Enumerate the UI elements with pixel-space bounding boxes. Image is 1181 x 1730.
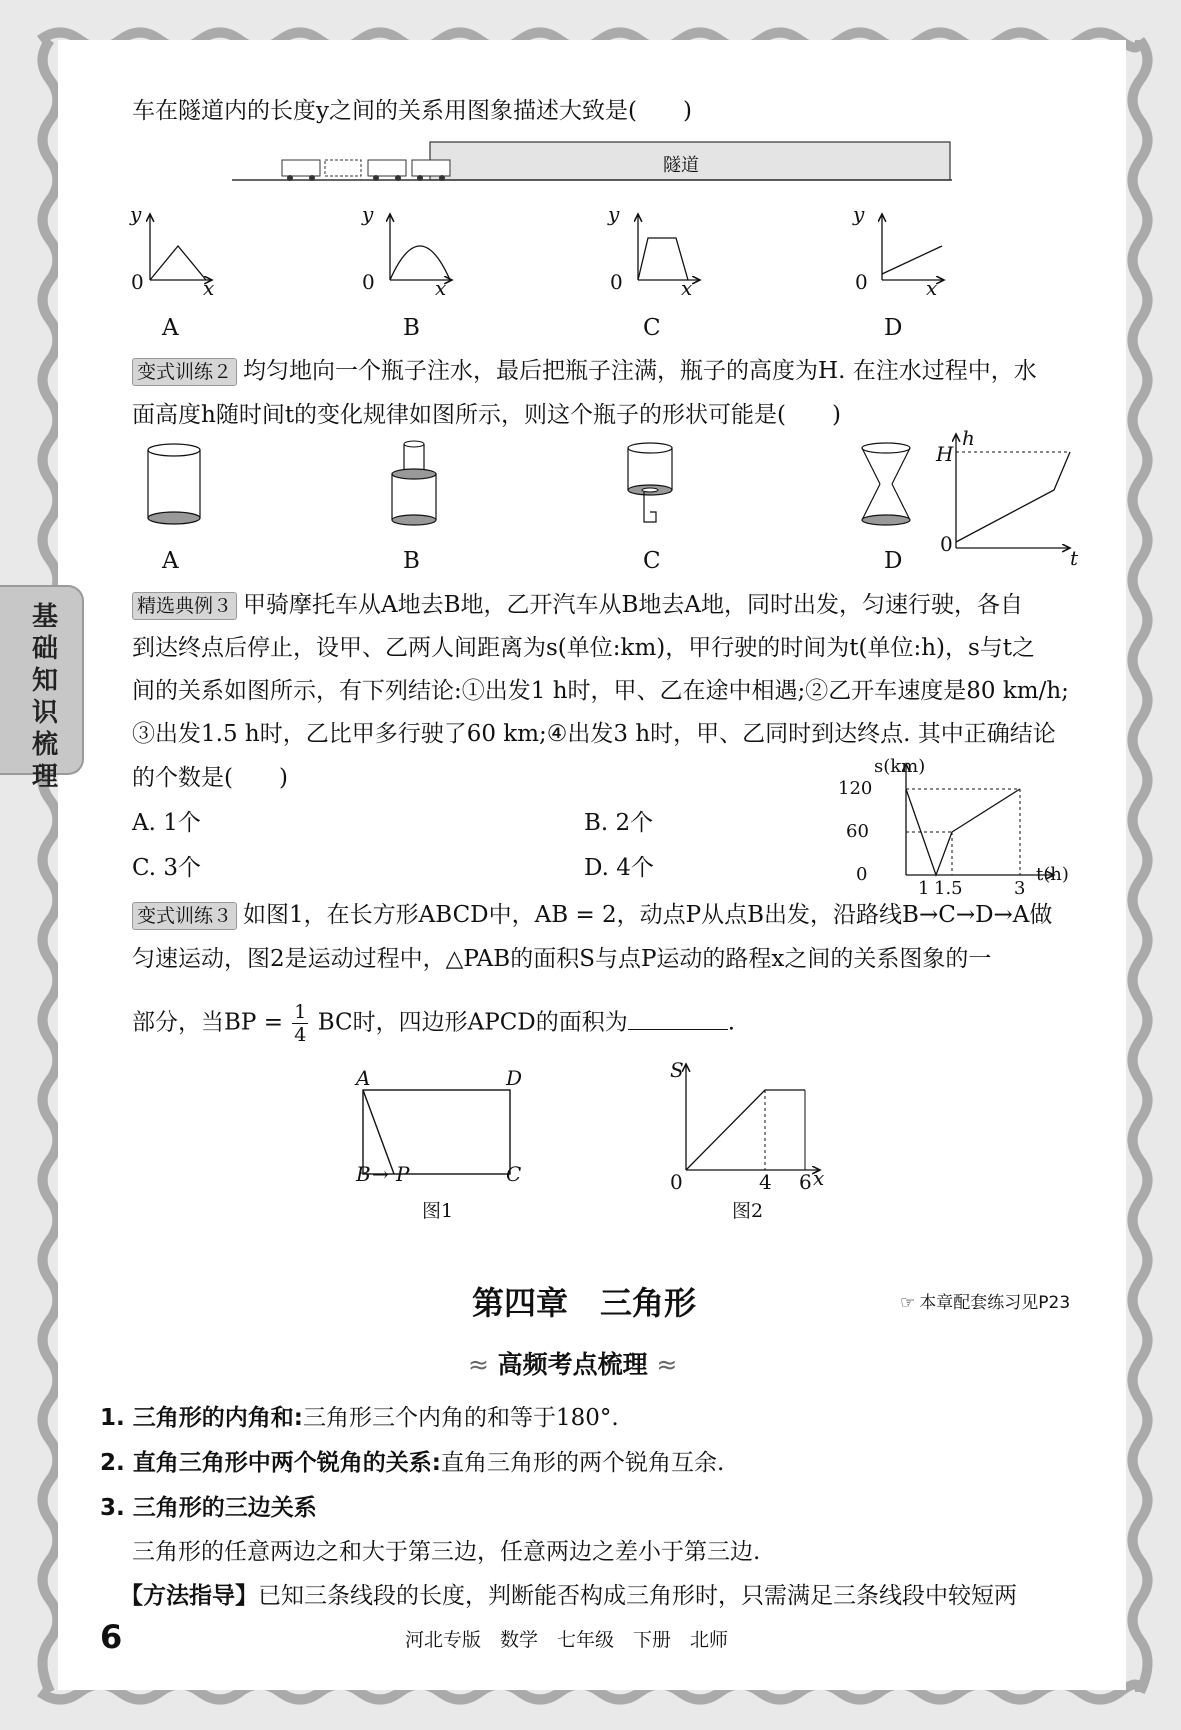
ex3-choice-b[interactable]: B. 2个: [584, 810, 654, 836]
ex4-line1-text: 如图1，在长方形ABCD中，AB = 2，动点P从点B出发，沿路线B→C→D→A做: [243, 902, 1053, 928]
page-number: 6: [100, 1618, 123, 1656]
graph-c: [638, 214, 700, 280]
ex3-choice-c[interactable]: C. 3个: [132, 855, 202, 881]
fig1-arrow: →: [372, 1162, 389, 1186]
ex2-graph-ylabel: h: [962, 426, 975, 450]
q1-option-c[interactable]: C: [643, 315, 661, 341]
fig2-origin: 0: [670, 1170, 683, 1194]
graph-b-ylabel: y: [362, 202, 374, 226]
fig2-xlabel: x: [813, 1166, 825, 1190]
ex2-line1: [132, 356, 1037, 386]
ex4-line3-pre: 部分，当BP =: [132, 1009, 283, 1036]
graph-c-origin: 0: [610, 270, 623, 294]
point-1-head: 1. 三角形的内角和:: [100, 1405, 303, 1431]
ex2-graph-xlabel: t: [1070, 546, 1079, 570]
ex2-option-a[interactable]: A: [162, 548, 179, 574]
ex3-line1-text: 甲骑摩托车从A地去B地，乙开汽车从B地去A地，同时出发，匀速行驶，各自: [243, 592, 1024, 618]
ex3-line5: 的个数是( ): [132, 765, 288, 791]
ex3-graph-ytick-120: 120: [838, 778, 873, 799]
ex2-graph-ymark: H: [936, 442, 954, 466]
ex4-frac-num: 1: [294, 1001, 307, 1023]
q1-option-a[interactable]: A: [162, 315, 179, 341]
wave-icon-left: ≈: [468, 1350, 489, 1379]
fig2-tick-6: 6: [799, 1170, 812, 1194]
point-2-head: 2. 直角三角形中两个锐角的关系:: [100, 1450, 441, 1476]
fig2-ylabel: S: [670, 1058, 684, 1082]
ex2-graph-origin: 0: [940, 532, 953, 556]
footer-text: 河北专版 数学 七年级 下册 北师: [405, 1629, 729, 1651]
ex3-graph-xtick-1-5: 1.5: [934, 878, 963, 899]
fig1-label-b: B: [356, 1162, 371, 1186]
graph-a-xlabel: x: [203, 276, 215, 300]
ex2-option-c[interactable]: C: [643, 548, 661, 574]
ex2-line1-text: 均匀地向一个瓶子注水，最后把瓶子注满，瓶子的高度为H. 在注水过程中，水: [243, 358, 1037, 384]
graph-b-origin: 0: [362, 270, 375, 294]
ex3-graph-xtick-1: 1: [918, 878, 930, 899]
section-title: 高频考点梳理: [497, 1350, 648, 1379]
chapter-ref[interactable]: [900, 1288, 1070, 1313]
graph-d: [882, 214, 944, 280]
bottle-a: [148, 444, 200, 524]
point-1-body: 三角形三个内角的和等于180°.: [302, 1405, 619, 1431]
ex3-choice-a[interactable]: A. 1个: [132, 810, 201, 836]
graph-a-origin: 0: [131, 270, 144, 294]
ex3-line2: 到达终点后停止，设甲、乙两人间距离为s(单位:km)，甲行驶的时间为t(单位:h)，s与t之: [132, 635, 1036, 661]
graph-a: [150, 214, 212, 280]
fig1-caption: 图1: [422, 1200, 454, 1222]
ex2-option-b[interactable]: B: [403, 548, 420, 574]
graph-d-ylabel: y: [853, 202, 865, 226]
point-3: [100, 1489, 317, 1522]
ex4-tag: 变式训练３: [132, 902, 237, 930]
chapter-title: 第四章 三角形: [472, 1284, 697, 1322]
bottle-b: [392, 441, 436, 525]
point-3-text: 三角形的任意两边之和大于第三边，任意两边之差小于第三边.: [132, 1539, 761, 1565]
tunnel-label: 隧道: [663, 155, 699, 176]
fig2-tick-4: 4: [759, 1170, 772, 1194]
ex4-line3-end: .: [727, 1009, 736, 1036]
bottle-d: [862, 443, 910, 525]
ex3-graph-ytick-60: 60: [846, 821, 869, 842]
chapter-ref-text: 本章配套练习见P23: [919, 1293, 1071, 1313]
ex4-fig2: [680, 1060, 830, 1180]
q1-stem: 车在隧道内的长度y之间的关系用图象描述大致是( ): [132, 98, 692, 124]
graph-a-ylabel: y: [130, 202, 142, 226]
ex3-graph-xtick-3: 3: [1014, 878, 1026, 899]
ex2-tag: 变式训练２: [132, 358, 237, 386]
fig1-label-c: C: [506, 1162, 522, 1186]
fig2-caption: 图2: [732, 1200, 764, 1222]
graph-d-xlabel: x: [926, 276, 938, 300]
fig1-label-a: A: [356, 1066, 371, 1090]
point-2: [100, 1444, 724, 1477]
side-tab[interactable]: [0, 585, 84, 792]
q1-option-d[interactable]: D: [884, 315, 903, 341]
fig1-label-d: D: [506, 1066, 523, 1090]
q1-option-b[interactable]: B: [403, 315, 420, 341]
graph-c-ylabel: y: [608, 202, 620, 226]
ex3-graph-ylabel: s(km): [874, 756, 926, 777]
ex2-option-d[interactable]: D: [884, 548, 903, 574]
ex4-line1: [132, 900, 1052, 930]
ex3-line1: [132, 590, 1023, 620]
bottle-c: [628, 443, 672, 522]
ex4-fraction: [292, 1001, 308, 1046]
ex4-line2: 匀速运动，图2是运动过程中，△PAB的面积S与点P运动的路程x之间的关系图象的一: [132, 946, 992, 972]
point-1: [100, 1399, 619, 1432]
ex4-frac-den: 4: [294, 1024, 307, 1046]
tunnel-figure: [232, 140, 952, 182]
section-heading: [468, 1345, 677, 1381]
ex4-line3-post: BC时，四边形APCD的面积为: [317, 1009, 628, 1036]
graph-d-origin: 0: [855, 270, 868, 294]
ex3-graph-ytick-0: 0: [856, 864, 868, 885]
graph-c-xlabel: x: [681, 276, 693, 300]
graph-b: [390, 214, 452, 280]
graph-b-xlabel: x: [435, 276, 447, 300]
wave-icon-right: ≈: [656, 1350, 678, 1379]
ex3-choice-d[interactable]: D. 4个: [584, 855, 654, 881]
ex3-line3: 间的关系如图所示，有下列结论:①出发1 h时，甲、乙在途中相遇;②乙开车速度是80 km/h;: [132, 678, 1069, 704]
method-body: 已知三条线段的长度，判断能否构成三角形时，只需满足三条线段中较短两: [258, 1583, 1017, 1609]
ex4-answer-blank[interactable]: [628, 1009, 728, 1030]
method-head: 【方法指导】: [120, 1583, 258, 1609]
fig1-label-p: P: [396, 1162, 410, 1186]
point-3-head: 3. 三角形的三边关系: [100, 1495, 317, 1521]
ex3-graph-xlabel: t(h): [1036, 864, 1069, 885]
ex3-tag: 精选典例３: [132, 592, 237, 620]
ex2-line2: 面高度h随时间t的变化规律如图所示，则这个瓶子的形状可能是( ): [132, 402, 842, 428]
method-guide: [120, 1577, 1017, 1610]
ex4-line3: [132, 1001, 735, 1046]
side-tab-label: 基础知识梳理: [31, 602, 58, 792]
ex3-line4: ③出发1.5 h时，乙比甲多行驶了60 km;④出发3 h时，甲、乙同时到达终点. 其中正确结论: [132, 721, 1056, 747]
point-2-body: 直角三角形的两个锐角互余.: [440, 1450, 725, 1476]
hand-pointer-icon: ☞: [900, 1293, 916, 1313]
